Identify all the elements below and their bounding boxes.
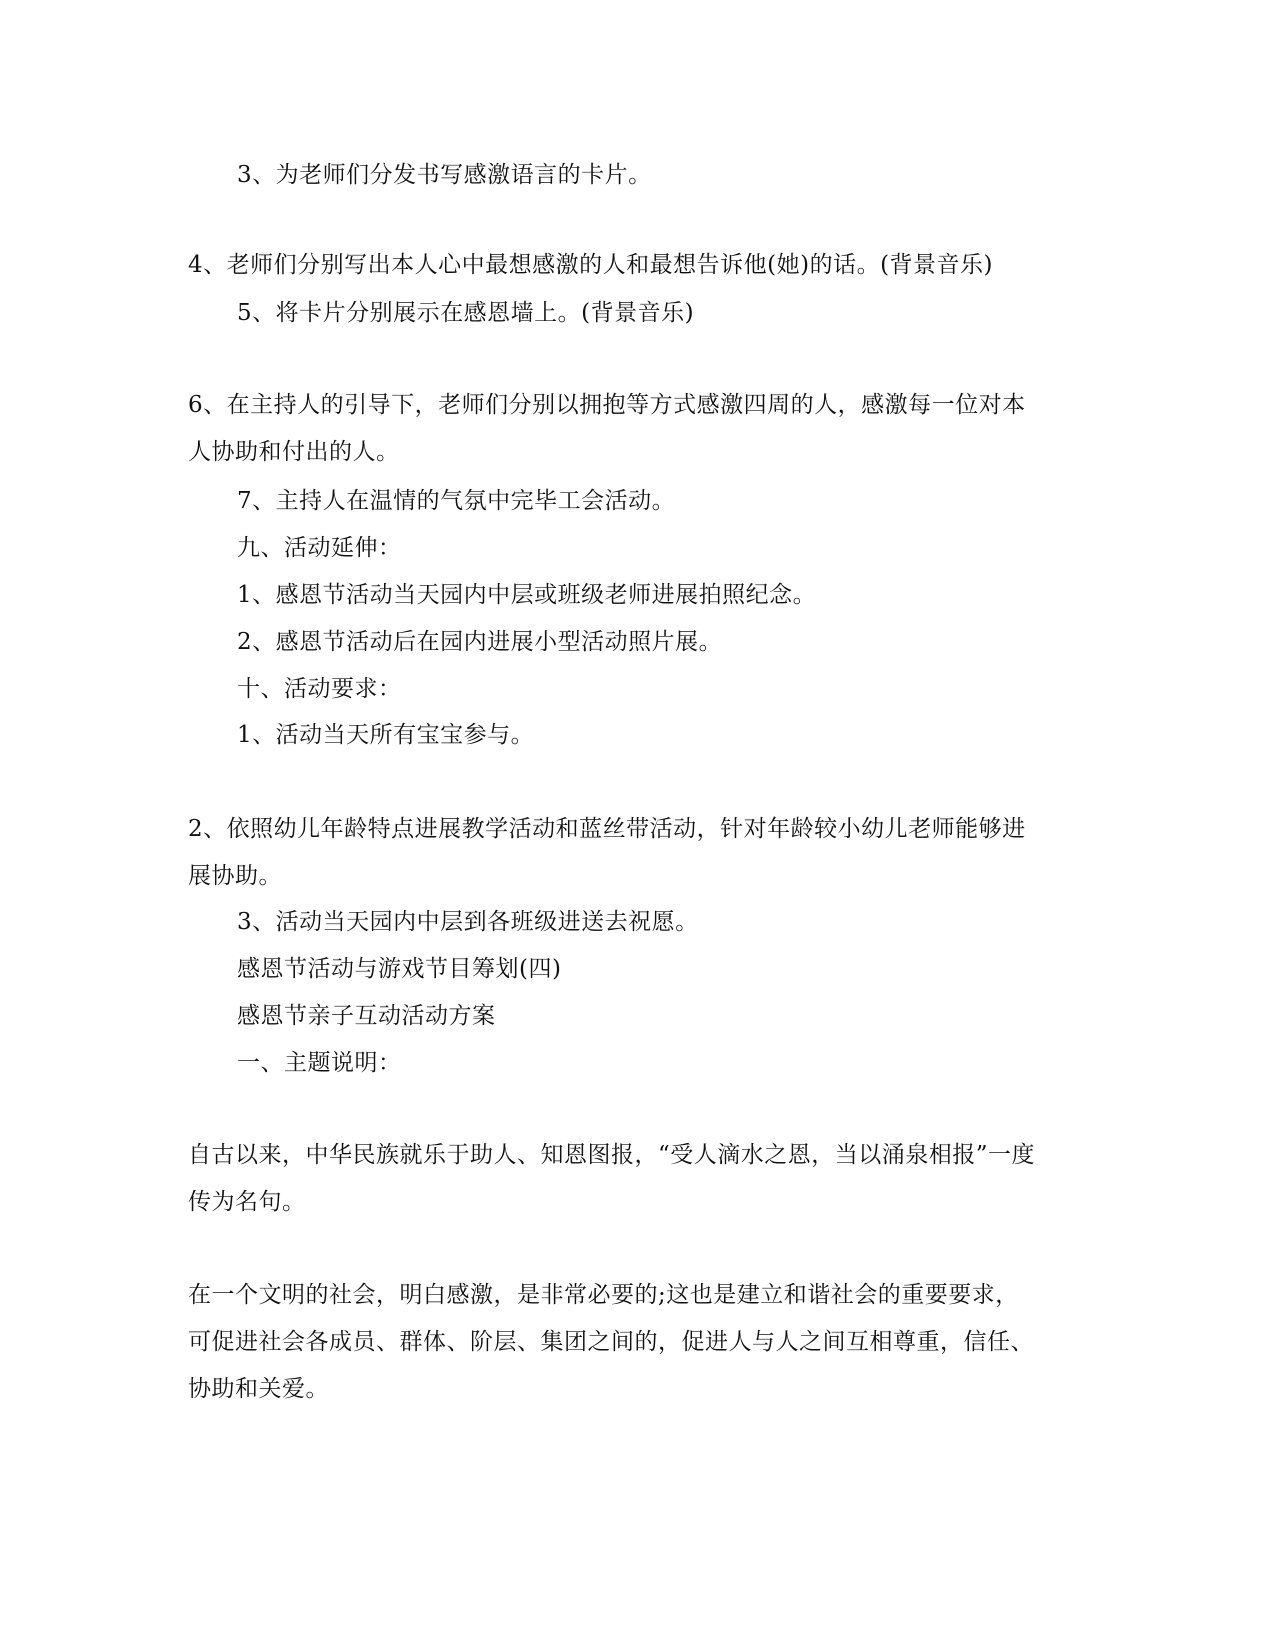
theme-paragraph-1-line-1: 自古以来，中华民族就乐于助人、知恩图报，“受人滴水之恩，当以涌泉相报”一度: [188, 1142, 1036, 1168]
theme-paragraph-1-line-2: 传为名句。: [188, 1189, 306, 1215]
theme-paragraph-2-line-2: 可促进社会各成员、群体、阶层、集团之间的，促进人与人之间互相尊重，信任、: [188, 1329, 1034, 1355]
section-9-heading: 九、活动延伸：: [237, 535, 402, 561]
section-1-heading: 一、主题说明：: [237, 1050, 402, 1076]
step-6-hug-line-1: 6、在主持人的引导下，老师们分别以拥抱等方式感激四周的人，感激每一位对本: [188, 392, 1026, 418]
plan-4-title: 感恩节活动与游戏节目筹划(四): [237, 956, 562, 982]
requirement-item-1: 1、活动当天所有宝宝参与。: [237, 722, 535, 748]
extension-item-2: 2、感恩节活动后在园内进展小型活动照片展。: [237, 629, 723, 655]
step-7-closing: 7、主持人在温情的气氛中完毕工会活动。: [237, 488, 676, 514]
step-5-display-cards: 5、将卡片分别展示在感恩墙上。(背景音乐): [237, 300, 695, 326]
requirement-item-3: 3、活动当天园内中层到各班级进送去祝愿。: [237, 909, 699, 935]
requirement-item-2-line-2: 展协助。: [188, 863, 282, 889]
extension-item-1: 1、感恩节活动当天园内中层或班级老师进展拍照纪念。: [237, 582, 817, 608]
step-3-distribute-cards: 3、为老师们分发书写感激语言的卡片。: [237, 162, 652, 188]
section-10-heading: 十、活动要求：: [237, 676, 402, 702]
theme-paragraph-2-line-3: 协助和关爱。: [188, 1376, 329, 1402]
step-6-hug-line-2: 人协助和付出的人。: [188, 439, 400, 465]
step-4-write-thanks: 4、老师们分别写出本人心中最想感激的人和最想告诉他(她)的话。(背景音乐): [188, 252, 994, 278]
requirement-item-2-line-1: 2、依照幼儿年龄特点进展教学活动和蓝丝带活动，针对年龄较小幼儿老师能够进: [188, 816, 1026, 842]
parent-child-plan-title: 感恩节亲子互动活动方案: [237, 1003, 496, 1029]
theme-paragraph-2-line-1: 在一个文明的社会，明白感激，是非常必要的;这也是建立和谐社会的重要要求，: [188, 1282, 1019, 1308]
